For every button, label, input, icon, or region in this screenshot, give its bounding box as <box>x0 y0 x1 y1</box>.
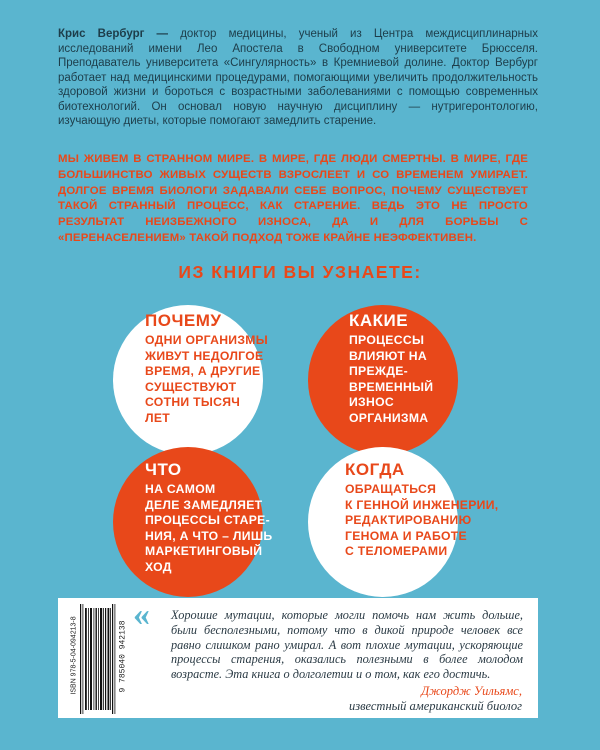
author-bio-name: Крис Вербург — <box>58 28 169 40</box>
learn-block-line: ЖИВУТ НЕДОЛГОЕ <box>145 348 264 363</box>
learn-block-heading: КОГДА <box>345 460 405 479</box>
learn-block-heading: ЧТО <box>145 460 182 479</box>
isbn-label: ISBN 978-5-04-094213-8 <box>70 616 78 695</box>
learn-block-line: СУЩЕСТВУЮТ <box>145 379 237 394</box>
learn-title: ИЗ КНИГИ ВЫ УЗНАЕТЕ: <box>178 262 422 282</box>
learn-block-body <box>349 333 433 426</box>
learn-block-body <box>145 482 272 575</box>
learn-block-what <box>145 460 272 575</box>
learn-block-line: ХОД <box>145 559 172 574</box>
learn-block-line: ПРОЦЕССЫ СТАРЕ- <box>145 513 270 527</box>
learn-block-line: ОРГАНИЗМА <box>349 410 429 425</box>
learn-block-line: К ГЕННОЙ ИНЖЕНЕРИИ, <box>345 497 499 512</box>
learn-block-body <box>345 482 498 560</box>
learn-block-line: СОТНИ ТЫСЯЧ <box>145 395 241 409</box>
author-bio-text: доктор медицины, ученый из Центра междисциплинарных исследований имени Лео Апостела в Свободном университете Брюсселя. Преподаватель университета «Сингулярность» в Кремниевой долине. Доктор Вербург работает над медицинскими процедурами, помогающими увеличить продолжительность здоровой жизни и бороться с возрастными заболеваниями с помощью современных биотехнологий. Он основал новую научную дисциплину — нутригеронтологию, изучающую диеты, которые помогают замедлить старение. <box>58 28 538 127</box>
learn-block-line: РЕДАКТИРОВАНИЮ <box>345 513 472 527</box>
learn-block-heading: КАКИЕ <box>349 311 409 330</box>
learn-block-heading: ПОЧЕМУ <box>145 311 222 330</box>
learn-block-when <box>345 460 498 560</box>
learn-block-line: ВРЕМЕННЫЙ <box>349 379 434 394</box>
quote-author-role: известный американский биолог <box>348 699 522 713</box>
learn-block-line: ОДНИ ОРГАНИЗМЫ <box>145 333 268 347</box>
learn-block-line: ГЕНОМА И РАБОТЕ <box>345 528 467 543</box>
learn-block-line: ОБРАЩАТЬСЯ <box>345 482 437 496</box>
barcode-digits: 9 785040 942138 <box>118 620 128 693</box>
quote-author <box>349 684 522 714</box>
learn-block-line: ЛЕТ <box>145 410 171 425</box>
quote-author-name: Джордж Уильямс, <box>421 684 522 698</box>
learn-block-line: ИЗНОС <box>349 395 394 409</box>
learn-block-which <box>349 311 433 426</box>
learn-block-line: ПРОЦЕССЫ <box>349 333 425 347</box>
learn-block-line: НА САМОМ <box>145 482 216 496</box>
learn-block-line: ПРЕЖДЕ- <box>349 364 409 378</box>
learn-block-body <box>145 333 268 426</box>
learn-block-line: ВРЕМЯ, А ДРУГИЕ <box>145 364 261 378</box>
author-bio <box>58 27 538 129</box>
learn-block-why <box>145 311 268 426</box>
learn-block-line: ДЕЛЕ ЗАМЕДЛЯЕТ <box>145 497 263 512</box>
learn-block-line: МАРКЕТИНГОВЫЙ <box>145 544 263 558</box>
learn-block-line: С ТЕЛОМЕРАМИ <box>345 544 448 558</box>
quote-text: Хорошие мутации, которые могли помочь нам жить дольше, были бесполезными, потому что в дикой природе человек все равно слишком рано умирал. А вот плохие мутации, ускоряющие процессы старения, оказались полезными в более молодом возрасте. Эта книга о долголетии и о том, как его достичь. <box>171 608 523 682</box>
lead-paragraph: МЫ ЖИВЕМ В СТРАННОМ МИРЕ. В МИРЕ, ГДЕ ЛЮДИ СМЕРТНЫ. В МИРЕ, ГДЕ БОЛЬШИНСТВО ЖИВЫХ СУЩЕСТВ ВЗРОСЛЕЕТ И СО ВРЕМЕНЕМ УМИРАЕТ. ДОЛГОЕ ВРЕМЯ БИОЛОГИ ЗАДАВАЛИ СЕБЕ ВОПРОС, ПОЧЕМУ СУЩЕСТВУЕТ ТАКОЙ СТРАННЫЙ ПРОЦЕСС, КАК СТАРЕНИЕ. ВЕДЬ ЭТО НЕ ПРОСТО РЕЗУЛЬТАТ НЕИЗБЕЖНОГО ИЗНОСА, ДА И ДЛЯ БОРЬБЫ С «ПЕРЕНАСЕЛЕНИЕМ» ТАКОЙ ПОДХОД ТОЖЕ КРАЙНЕ НЕЭФФЕКТИВЕН. <box>58 153 528 244</box>
learn-block-line: НИЯ, А ЧТО – ЛИШЬ <box>145 528 273 543</box>
quote-mark-icon: « <box>133 596 150 633</box>
learn-block-line: ВЛИЯЮТ НА <box>349 348 427 363</box>
